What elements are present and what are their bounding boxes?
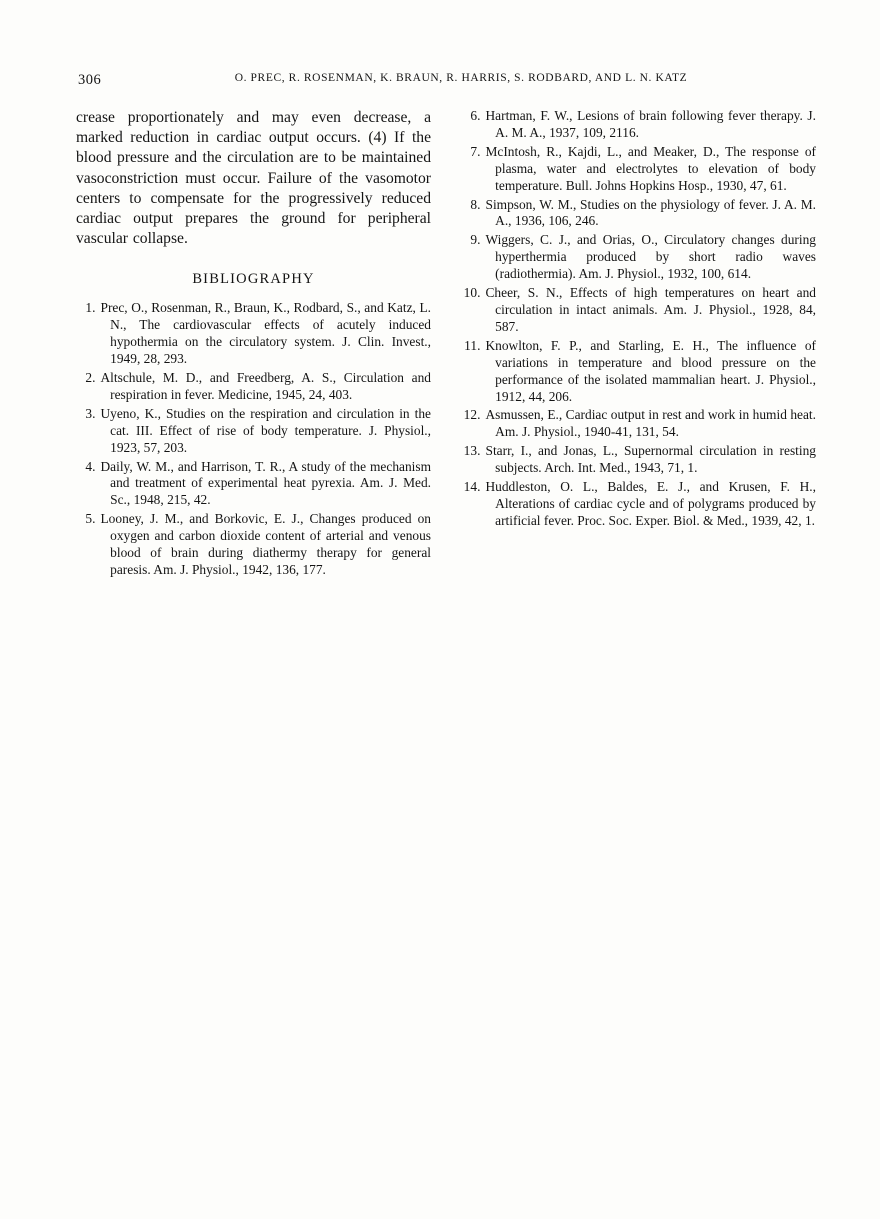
reference-item bbox=[461, 232, 816, 283]
reference-number: 14. bbox=[463, 479, 481, 495]
reference-text: Wiggers, C. J., and Orias, O., Circulatory changes during hyperthermia produced by short radio waves (radiothermia). Am. J. Physiol., 1932, 100, 614. bbox=[485, 232, 816, 282]
reference-number: 6. bbox=[470, 108, 481, 123]
reference-text: Altschule, M. D., and Freedberg, A. S., Circulation and respiration in fever. Medicine, 1945, 24, 403. bbox=[100, 370, 431, 402]
reference-number: 4. bbox=[85, 458, 96, 474]
reference-text: Daily, W. M., and Harrison, T. R., A study of the mechanism and treatment of experimental heat pyrexia. Am. J. Med. Sc., 1948, 215, 42. bbox=[100, 458, 431, 508]
reference-number: 9. bbox=[470, 232, 481, 248]
reference-number: 10. bbox=[463, 285, 481, 301]
reference-item bbox=[76, 406, 431, 457]
reference-number: 5. bbox=[85, 511, 96, 527]
reference-number: 12. bbox=[463, 407, 481, 423]
reference-number: 1. bbox=[85, 300, 96, 316]
reference-list-left bbox=[76, 300, 431, 579]
bibliography-heading: BIBLIOGRAPHY bbox=[192, 271, 315, 288]
reference-text: McIntosh, R., Kajdi, L., and Meaker, D., The response of plasma, water and electrolytes to elevation of body temperature. Bull. Johns Hopkins Hosp., 1930, 47, 61. bbox=[485, 143, 816, 193]
reference-text: Knowlton, F. P., and Starling, E. H., The influence of variations in temperature and blood pressure on the performance of the isolated mammalian heart. J. Physiol., 1912, 44, 206. bbox=[485, 337, 816, 404]
reference-number: 8. bbox=[470, 196, 481, 212]
reference-number: 11. bbox=[464, 337, 481, 353]
body-paragraph: crease proportionately and may even decrease, a marked reduction in cardiac output occurs. (4) If the blood pressure and the circulation are to be maintained vasoconstriction must occur. Failure of the vasomotor centers to compensate for the progressively reduced cardiac output prepares the ground for peripheral vascular collapse. bbox=[76, 109, 431, 248]
reference-text: Huddleston, O. L., Baldes, E. J., and Krusen, F. H., Alterations of cardiac cycle and of polygrams produced by artificial fever. Proc. Soc. Exper. Biol. & Med., 1939, 42, 1. bbox=[485, 479, 816, 528]
reference-item bbox=[76, 459, 431, 510]
reference-number: 13. bbox=[463, 443, 481, 459]
reference-item bbox=[461, 285, 816, 336]
reference-number: 3. bbox=[85, 405, 96, 421]
reference-item bbox=[461, 443, 816, 477]
reference-number: 2. bbox=[85, 370, 96, 386]
reference-text: Cheer, S. N., Effects of high temperatures on heart and circulation in intact animals. Am. J. Physiol., 1928, 84, 587. bbox=[485, 285, 816, 334]
reference-item bbox=[76, 300, 431, 368]
running-header-authors: O. PREC, R. ROSENMAN, K. BRAUN, R. HARRIS, S. RODBARD, AND L. N. KATZ bbox=[234, 72, 688, 84]
reference-number: 7. bbox=[470, 143, 481, 159]
reference-text: Uyeno, K., Studies on the respiration and circulation in the cat. III. Effect of rise of body temperature. J. Physiol., 1923, 57, 203. bbox=[100, 405, 431, 455]
page-number: 306 bbox=[78, 72, 102, 88]
reference-text: Starr, I., and Jonas, L., Supernormal circulation in resting subjects. Arch. Int. Med., 1943, 71, 1. bbox=[485, 443, 816, 476]
reference-text: Prec, O., Rosenman, R., Braun, K., Rodbard, S., and Katz, L. N., The cardiovascular effects of acutely induced hypothermia on the circulatory system. J. Clin. Invest., 1949, 28, 293. bbox=[100, 300, 431, 367]
reference-item bbox=[461, 108, 816, 142]
reference-list-right bbox=[461, 108, 816, 530]
reference-item bbox=[76, 511, 431, 579]
running-header bbox=[76, 72, 816, 90]
two-column-layout bbox=[76, 108, 816, 581]
reference-text: Asmussen, E., Cardiac output in rest and work in humid heat. Am. J. Physiol., 1940-41, 131, 54. bbox=[485, 407, 816, 440]
reference-text: Hartman, F. W., Lesions of brain following fever therapy. J. A. M. A., 1937, 109, 2116. bbox=[485, 108, 816, 140]
reference-item bbox=[461, 144, 816, 195]
right-column bbox=[461, 108, 816, 581]
left-column bbox=[76, 108, 431, 581]
reference-item bbox=[461, 338, 816, 406]
reference-item bbox=[461, 479, 816, 530]
reference-item bbox=[461, 407, 816, 441]
reference-text: Simpson, W. M., Studies on the physiology of fever. J. A. M. A., 1936, 106, 246. bbox=[485, 196, 816, 229]
reference-item bbox=[76, 370, 431, 404]
reference-text: Looney, J. M., and Borkovic, E. J., Changes produced on oxygen and carbon dioxide content of arterial and venous blood of brain during diathermy therapy for general paresis. Am. J. Physiol., 1942, 136, 177. bbox=[100, 511, 431, 578]
reference-item bbox=[461, 197, 816, 231]
